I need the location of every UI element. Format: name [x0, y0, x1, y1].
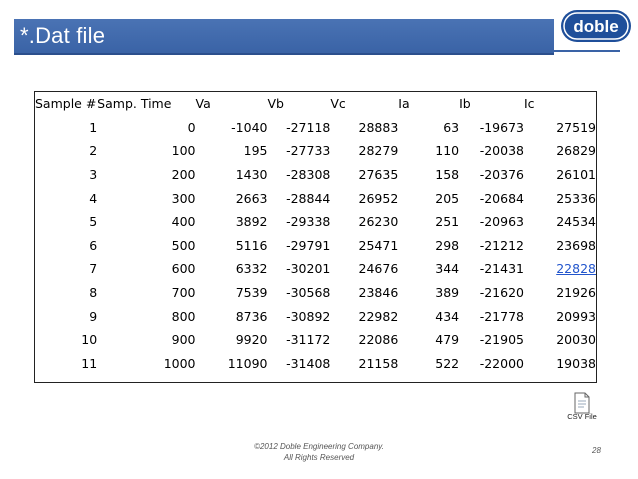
- table-cell: 26829: [556, 143, 596, 159]
- table-cell: -21778: [479, 308, 524, 324]
- table-cell: 2663: [235, 190, 268, 206]
- table-row: [35, 352, 596, 376]
- table-cell: -21905: [479, 332, 524, 348]
- table-cell: 20030: [556, 332, 596, 348]
- table-cell: 1430: [235, 167, 268, 183]
- table-cell: 500: [171, 237, 196, 253]
- table-row: [35, 257, 596, 281]
- table-cell: 522: [435, 355, 460, 371]
- table-cell: 25471: [358, 237, 399, 253]
- table-row: [35, 210, 596, 234]
- table-cell: 26230: [358, 214, 399, 230]
- table-cell: -21620: [479, 285, 524, 301]
- table-cell: 27519: [556, 119, 596, 135]
- dat-data-table: [35, 92, 596, 375]
- table-cell: 800: [171, 308, 196, 324]
- title-underline: [554, 50, 620, 52]
- table-cell: -28308: [286, 167, 331, 183]
- table-cell: 9: [89, 308, 98, 324]
- csv-file-label[interactable]: CSV File: [567, 412, 597, 421]
- table-cell: -20684: [479, 190, 524, 206]
- doble-logo: [560, 8, 632, 44]
- table-body: [35, 116, 596, 376]
- table-cell: 6332: [235, 261, 268, 277]
- table-cell: -1040: [231, 119, 268, 135]
- table-cell: -20038: [479, 143, 524, 159]
- table-cell: 8736: [235, 308, 268, 324]
- table-cell: 26101: [556, 167, 596, 183]
- table-cell: -29338: [286, 214, 331, 230]
- table-cell: 110: [435, 143, 460, 159]
- table-cell: 6: [89, 237, 98, 253]
- table-cell: -27733: [286, 143, 331, 159]
- table-cell: -21212: [479, 237, 524, 253]
- doble-logo-graphic: [560, 8, 632, 44]
- table-cell: 9920: [235, 332, 268, 348]
- table-cell: 11: [81, 355, 98, 371]
- dat-table-container: [34, 91, 597, 383]
- table-row: [35, 116, 596, 140]
- table-row: [35, 163, 596, 187]
- table-cell: 21926: [556, 285, 596, 301]
- table-cell: 600: [171, 261, 196, 277]
- table-cell: 5116: [235, 237, 268, 253]
- table-cell: 479: [435, 332, 460, 348]
- table-cell: -30201: [286, 261, 331, 277]
- table-cell: 300: [171, 190, 196, 206]
- table-cell: -31408: [286, 355, 331, 371]
- table-cell: 19038: [556, 355, 596, 371]
- table-cell: 26952: [358, 190, 399, 206]
- table-cell: 195: [243, 143, 268, 159]
- column-header: Vb: [267, 96, 284, 112]
- table-row: [35, 304, 596, 328]
- table-cell: 434: [435, 308, 460, 324]
- table-cell: 2: [89, 143, 98, 159]
- table-cell: -30568: [286, 285, 331, 301]
- table-cell: 3892: [235, 214, 268, 230]
- column-header: Ib: [459, 96, 471, 112]
- table-cell: 28279: [358, 143, 399, 159]
- table-cell: 23846: [358, 285, 399, 301]
- page-number: 28: [592, 446, 601, 455]
- table-cell: 10: [81, 332, 98, 348]
- copyright-line-2: All Rights Reserved: [283, 453, 355, 462]
- table-cell: 27635: [358, 167, 399, 183]
- table-cell: -20963: [479, 214, 524, 230]
- table-cell: 344: [435, 261, 460, 277]
- table-cell: -19673: [479, 119, 524, 135]
- copyright-footer: [216, 441, 422, 463]
- table-cell: 7539: [235, 285, 268, 301]
- table-cell: 389: [435, 285, 460, 301]
- table-cell: 0: [187, 119, 196, 135]
- table-cell: 200: [171, 167, 196, 183]
- file-icon-graphic: [572, 392, 592, 414]
- table-cell: 1: [89, 119, 98, 135]
- table-cell: 900: [171, 332, 196, 348]
- table-cell: 205: [435, 190, 460, 206]
- table-cell: -30892: [286, 308, 331, 324]
- table-cell: 28883: [358, 119, 399, 135]
- table-cell: 7: [89, 261, 98, 277]
- table-cell: 20993: [556, 308, 596, 324]
- table-cell: 22086: [358, 332, 399, 348]
- column-header: Va: [195, 96, 211, 112]
- table-cell: -20376: [479, 167, 524, 183]
- table-cell: 158: [435, 167, 460, 183]
- table-cell: 21158: [358, 355, 399, 371]
- table-cell: -21431: [479, 261, 524, 277]
- table-cell: 400: [171, 214, 196, 230]
- table-row: [35, 139, 596, 163]
- column-header: Ic: [523, 96, 535, 112]
- table-cell: 63: [443, 119, 460, 135]
- title-bar: [14, 19, 554, 55]
- logo-text: doble: [573, 17, 619, 36]
- table-cell: 251: [435, 214, 460, 230]
- table-cell: 5: [89, 214, 98, 230]
- table-cell: 298: [435, 237, 460, 253]
- slide-title: *.Dat file: [20, 23, 106, 48]
- table-cell: 100: [171, 143, 196, 159]
- table-cell: 11090: [227, 355, 268, 371]
- table-cell-link[interactable]: 22828: [556, 261, 596, 277]
- table-cell: 22982: [358, 308, 399, 324]
- table-row: [35, 234, 596, 258]
- table-row: [35, 328, 596, 352]
- table-cell: 23698: [556, 237, 596, 253]
- table-row: [35, 186, 596, 210]
- table-cell: -22000: [479, 355, 524, 371]
- table-cell: -28844: [286, 190, 331, 206]
- column-header: Vc: [330, 96, 346, 112]
- table-cell: -27118: [286, 119, 331, 135]
- table-cell: -29791: [286, 237, 331, 253]
- column-header: Sample #: [35, 96, 97, 112]
- table-cell: 24534: [556, 214, 596, 230]
- table-cell: 24676: [358, 261, 399, 277]
- table-header-row: [35, 92, 596, 116]
- table-cell: 1000: [163, 355, 196, 371]
- column-header: Samp. Time: [97, 96, 172, 112]
- table-cell: -31172: [286, 332, 331, 348]
- table-cell: 25336: [556, 190, 596, 206]
- table-cell: 4: [89, 190, 98, 206]
- table-cell: 8: [89, 285, 98, 301]
- column-header: Ia: [398, 96, 410, 112]
- copyright-line-1: ©2012 Doble Engineering Company.: [254, 442, 384, 451]
- table-cell: 700: [171, 285, 196, 301]
- table-cell: 3: [89, 167, 98, 183]
- table-row: [35, 281, 596, 305]
